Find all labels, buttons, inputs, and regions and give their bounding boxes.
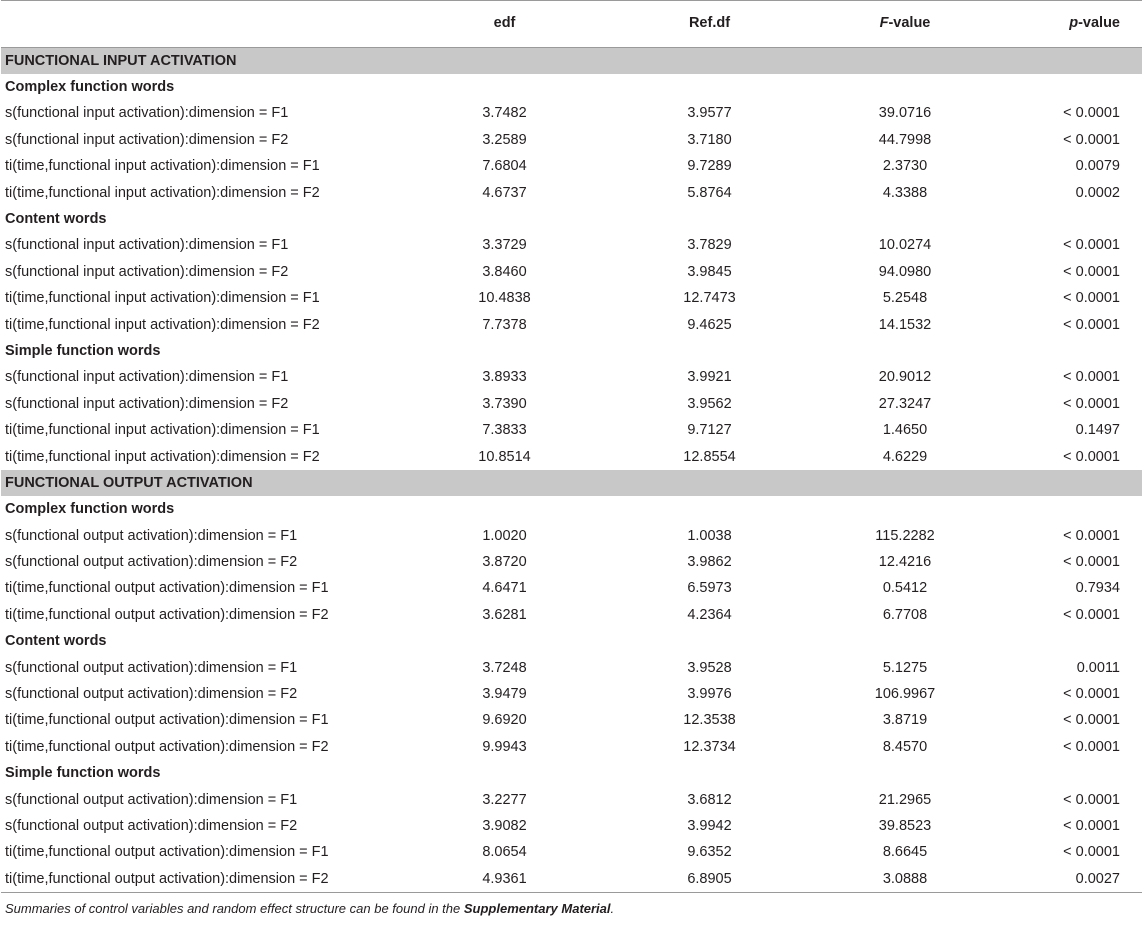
refdf-cell: 3.9862: [687, 553, 732, 570]
p-value-cell: < 0.0001: [1063, 712, 1120, 729]
edf-cell: 3.8933: [482, 369, 527, 386]
header-f-rest: -value: [888, 15, 931, 31]
group-title: Complex function words: [5, 501, 175, 518]
term-cell: s(functional output activation):dimension = F1: [5, 791, 298, 808]
edf-cell: 7.7378: [482, 316, 527, 333]
edf-cell: 3.9082: [482, 817, 527, 834]
refdf-cell: 9.7127: [687, 422, 732, 439]
group-row: [1, 496, 1142, 522]
refdf-cell: 3.7829: [687, 237, 732, 254]
header-refdf: Ref.df: [688, 15, 731, 31]
f-value-cell: 39.8523: [878, 817, 932, 834]
table-row: [1, 787, 1142, 813]
p-value-cell: < 0.0001: [1063, 290, 1120, 307]
term-cell: s(functional input activation):dimension = F1: [5, 369, 289, 386]
edf-cell: 3.6281: [482, 606, 527, 623]
p-value-cell: 0.0002: [1075, 184, 1120, 201]
header-term: [1, 1, 406, 48]
p-value-cell: 0.0027: [994, 866, 1142, 893]
table-row: [1, 734, 1142, 760]
p-value-cell: < 0.0001: [1063, 395, 1120, 412]
f-value-cell: 21.2965: [878, 791, 932, 808]
p-value-cell: < 0.0001: [1063, 738, 1120, 755]
table-row: [1, 655, 1142, 681]
edf-cell: 3.7248: [482, 659, 527, 676]
f-value-cell: 5.2548: [882, 290, 928, 307]
gam-summary-table: [1, 0, 1142, 893]
edf-cell: 4.9361: [406, 866, 603, 893]
f-value-cell: 8.4570: [882, 738, 928, 755]
f-value-cell: 0.5412: [882, 580, 928, 597]
p-value-cell: 0.7934: [1075, 580, 1120, 597]
group-row: [1, 206, 1142, 232]
edf-cell: 3.7390: [482, 395, 527, 412]
term-cell: ti(time,functional output activation):dimension = F2: [1, 866, 406, 893]
table-row: [1, 549, 1142, 575]
f-value-cell: 5.1275: [882, 659, 928, 676]
table-row: [1, 391, 1142, 417]
edf-cell: 1.0020: [482, 527, 527, 544]
p-value-cell: 0.0011: [1076, 659, 1120, 676]
term-cell: ti(time,functional input activation):dimension = F1: [5, 290, 320, 307]
table-row: [1, 523, 1142, 549]
table-row: [1, 813, 1142, 839]
refdf-cell: 12.3734: [683, 738, 736, 755]
term-cell: s(functional output activation):dimension = F2: [5, 817, 298, 834]
group-title: Complex function words: [5, 79, 175, 95]
edf-cell: 4.6737: [482, 184, 527, 201]
header-f-value: [816, 1, 994, 48]
refdf-cell: 4.2364: [687, 606, 732, 623]
header-p-value: [994, 1, 1142, 48]
f-value-cell: 3.8719: [882, 712, 928, 729]
term-cell: s(functional input activation):dimension = F1: [5, 237, 289, 254]
term-cell: ti(time,functional input activation):dimension = F2: [5, 316, 320, 333]
p-value-cell: < 0.0001: [1063, 316, 1120, 333]
edf-cell: 3.2589: [482, 131, 527, 148]
p-value-cell: < 0.0001: [1063, 791, 1120, 808]
table-row: [1, 364, 1142, 390]
header-edf: edf: [493, 15, 516, 31]
term-cell: ti(time,functional input activation):dimension = F1: [5, 422, 320, 439]
refdf-cell: 9.6352: [687, 844, 732, 861]
term-cell: ti(time,functional output activation):dimension = F1: [5, 712, 329, 729]
p-value-cell: < 0.0001: [1063, 131, 1120, 148]
p-value-cell: 0.1497: [1075, 422, 1120, 439]
p-value-cell: < 0.0001: [1063, 685, 1120, 702]
refdf-cell: 6.8905: [603, 866, 816, 893]
term-cell: ti(time,functional input activation):dimension = F2: [5, 448, 320, 465]
f-value-cell: 4.6229: [882, 448, 928, 465]
term-cell: s(functional input activation):dimension = F2: [5, 131, 289, 148]
footnote-text: Summaries of control variables and random effect structure can be found in the: [5, 901, 464, 917]
refdf-cell: 6.5973: [687, 580, 732, 597]
refdf-cell: 3.9577: [687, 105, 732, 122]
results-table-container: [1, 0, 1142, 918]
f-value-cell: 20.9012: [878, 369, 932, 386]
f-value-cell: 8.6645: [882, 844, 928, 861]
table-row: [1, 839, 1142, 865]
group-title: Content words: [5, 211, 107, 228]
header-row: [1, 1, 1142, 48]
f-value-cell: 44.7998: [878, 131, 932, 148]
f-value-cell: 1.4650: [882, 422, 928, 439]
section-row: [1, 470, 1142, 496]
p-value-cell: < 0.0001: [1063, 105, 1120, 122]
edf-cell: 9.6920: [482, 712, 527, 729]
edf-cell: 3.8460: [482, 263, 527, 280]
term-cell: s(functional output activation):dimension = F1: [5, 659, 298, 676]
table-row: [1, 707, 1142, 733]
f-value-cell: 14.1532: [878, 316, 932, 333]
term-cell: ti(time,functional output activation):dimension = F2: [5, 738, 329, 755]
term-cell: ti(time,functional input activation):dimension = F2: [5, 184, 320, 201]
refdf-cell: 3.9845: [687, 263, 732, 280]
term-cell: ti(time,functional output activation):dimension = F1: [5, 844, 329, 861]
table-row: [1, 100, 1142, 126]
refdf-cell: 3.9921: [687, 369, 732, 386]
refdf-cell: 3.9562: [687, 395, 732, 412]
refdf-cell: 3.9942: [687, 817, 732, 834]
refdf-cell: 9.4625: [687, 316, 732, 333]
edf-cell: 4.6471: [482, 580, 527, 597]
f-value-cell: 10.0274: [878, 237, 932, 254]
table-row: [1, 312, 1142, 338]
term-cell: s(functional input activation):dimension = F2: [5, 263, 289, 280]
footnote-end: .: [610, 901, 615, 917]
table-row: [1, 285, 1142, 311]
group-title: Content words: [5, 633, 107, 650]
p-value-cell: < 0.0001: [1063, 237, 1120, 254]
refdf-cell: 3.6812: [687, 791, 732, 808]
edf-cell: 10.8514: [478, 448, 531, 465]
term-cell: s(functional input activation):dimension = F1: [5, 105, 289, 122]
group-title: Simple function words: [5, 343, 161, 360]
term-cell: s(functional input activation):dimension = F2: [5, 395, 289, 412]
refdf-cell: 1.0038: [687, 527, 732, 544]
section-title: FUNCTIONAL OUTPUT ACTIVATION: [1, 470, 1142, 496]
edf-cell: 9.9943: [482, 738, 527, 755]
table-row: [1, 259, 1142, 285]
p-value-cell: < 0.0001: [1063, 369, 1120, 386]
f-value-cell: 94.0980: [878, 263, 932, 280]
header-p-rest: -value: [1078, 15, 1120, 31]
term-cell: ti(time,functional output activation):dimension = F1: [5, 580, 329, 597]
refdf-cell: 3.9976: [687, 685, 732, 702]
term-cell: s(functional output activation):dimension = F1: [5, 527, 298, 544]
table-row: [1, 444, 1142, 470]
edf-cell: 7.6804: [482, 158, 527, 175]
footnote-bold: Supplementary Material: [463, 901, 611, 917]
table-row: [1, 180, 1142, 206]
section-row: [1, 48, 1142, 75]
group-row: [1, 74, 1142, 100]
f-value-cell: 6.7708: [882, 606, 928, 623]
header-f-italic: F: [879, 15, 889, 31]
edf-cell: 8.0654: [482, 844, 527, 861]
table-header: [1, 1, 1142, 48]
f-value-cell: 106.9967: [874, 685, 936, 702]
edf-cell: 3.2277: [482, 791, 527, 808]
p-value-cell: < 0.0001: [1063, 606, 1120, 623]
refdf-cell: 12.8554: [683, 448, 736, 465]
table-row: [1, 232, 1142, 258]
term-cell: s(functional output activation):dimension = F2: [5, 553, 298, 570]
p-value-cell: < 0.0001: [1063, 527, 1120, 544]
table-row: [1, 602, 1142, 628]
table-row: [1, 127, 1142, 153]
p-value-cell: < 0.0001: [1063, 263, 1120, 280]
group-row: [1, 628, 1142, 654]
table-row: [1, 866, 1142, 893]
group-row: [1, 338, 1142, 364]
p-value-cell: < 0.0001: [1063, 844, 1120, 861]
table-footnote: [1, 900, 1142, 918]
f-value-cell: 12.4216: [878, 553, 932, 570]
refdf-cell: 12.3538: [683, 712, 736, 729]
p-value-cell: < 0.0001: [1063, 817, 1120, 834]
p-value-cell: < 0.0001: [1063, 553, 1120, 570]
table-row: [1, 681, 1142, 707]
table-row: [1, 417, 1142, 443]
edf-cell: 10.4838: [478, 290, 531, 307]
term-cell: s(functional output activation):dimension = F2: [5, 685, 298, 702]
edf-cell: 3.8720: [482, 553, 527, 570]
refdf-cell: 3.7180: [687, 131, 732, 148]
edf-cell: 3.7482: [482, 105, 527, 122]
f-value-cell: 3.0888: [816, 866, 994, 893]
term-cell: ti(time,functional output activation):dimension = F2: [5, 606, 329, 623]
term-cell: ti(time,functional input activation):dimension = F1: [5, 158, 320, 175]
refdf-cell: 12.7473: [683, 290, 736, 307]
table-row: [1, 575, 1142, 601]
f-value-cell: 115.2282: [875, 527, 935, 544]
f-value-cell: 4.3388: [882, 184, 928, 201]
group-row: [1, 760, 1142, 786]
refdf-cell: 5.8764: [687, 184, 732, 201]
refdf-cell: 9.7289: [687, 158, 732, 175]
p-value-cell: < 0.0001: [1063, 448, 1120, 465]
section-title: FUNCTIONAL INPUT ACTIVATION: [1, 48, 1142, 75]
refdf-cell: 3.9528: [687, 659, 732, 676]
table-body: [1, 48, 1142, 893]
edf-cell: 3.3729: [482, 237, 527, 254]
edf-cell: 3.9479: [482, 685, 527, 702]
f-value-cell: 2.3730: [882, 158, 928, 175]
table-row: [1, 153, 1142, 179]
f-value-cell: 27.3247: [878, 395, 932, 412]
edf-cell: 7.3833: [482, 422, 527, 439]
p-value-cell: 0.0079: [1075, 158, 1120, 175]
f-value-cell: 39.0716: [878, 105, 932, 122]
header-p-italic: p: [1069, 15, 1079, 31]
group-title: Simple function words: [5, 765, 161, 782]
